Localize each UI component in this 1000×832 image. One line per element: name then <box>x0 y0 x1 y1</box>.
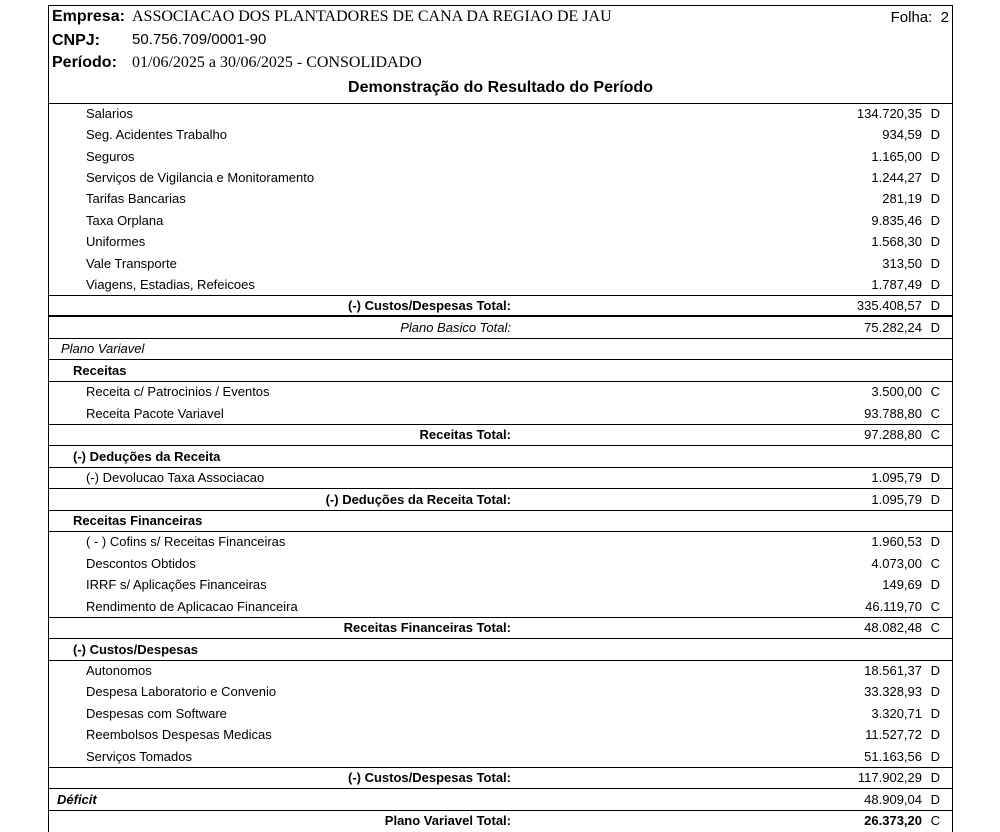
table-row <box>49 211 952 232</box>
row-dc: D <box>930 770 940 785</box>
row-amount: 3.500,00 <box>871 384 922 399</box>
folha-value: 2 <box>940 9 949 26</box>
row-dc: C <box>930 556 940 571</box>
table-row <box>49 168 952 189</box>
subtotal-label: Receitas Financeiras Total: <box>343 620 511 635</box>
table-row <box>49 232 952 253</box>
table-row <box>49 747 952 768</box>
grand-total-label: Plano Variavel Total: <box>384 813 511 828</box>
subtotal-label: Receitas Total: <box>419 427 511 442</box>
report-page <box>48 5 953 832</box>
subtotal-amount: 1.095,79 <box>871 492 922 507</box>
row-amount: 149,69 <box>882 577 922 592</box>
row-label: Uniformes <box>86 234 146 249</box>
row-dc: D <box>930 749 940 764</box>
table-row <box>49 382 952 403</box>
row-dc: D <box>930 213 940 228</box>
periodo-label: Período: <box>52 54 117 71</box>
subtotal-row <box>49 618 952 639</box>
folha-indicator <box>891 9 949 26</box>
subtotal-label: (-) Deduções da Receita Total: <box>325 492 511 507</box>
group-header <box>49 640 952 661</box>
row-amount: 4.073,00 <box>871 556 922 571</box>
row-amount: 1.095,79 <box>871 470 922 485</box>
row-label: Rendimento de Aplicacao Financeira <box>86 599 298 614</box>
empresa-value: ASSOCIACAO DOS PLANTADORES DE CANA DA REGIAO DE JAU <box>132 8 612 25</box>
table-row <box>49 275 952 296</box>
subtotal-row <box>49 296 952 317</box>
row-label: Vale Transporte <box>86 256 177 271</box>
group-header <box>49 361 952 382</box>
section-label: Plano Variavel <box>61 341 145 356</box>
row-dc: C <box>930 599 940 614</box>
table-row <box>49 104 952 125</box>
table-row <box>49 147 952 168</box>
deficit-label: Déficit <box>57 792 97 807</box>
row-dc: D <box>930 320 940 335</box>
table-row <box>49 704 952 725</box>
cnpj-label: CNPJ: <box>52 32 101 49</box>
row-label: Receita Pacote Variavel <box>86 406 224 421</box>
report-title: Demonstração do Resultado do Período <box>348 79 653 96</box>
row-dc: D <box>930 191 940 206</box>
row-dc: C <box>930 620 940 635</box>
row-dc: D <box>930 127 940 142</box>
row-dc: D <box>930 234 940 249</box>
table-row <box>49 254 952 275</box>
table-row <box>49 468 952 489</box>
row-amount: 1.960,53 <box>871 534 922 549</box>
row-label: Seg. Acidentes Trabalho <box>86 127 227 142</box>
total-label: Plano Basico Total: <box>400 320 511 335</box>
subtotal-amount: 48.082,48 <box>864 620 922 635</box>
group-label: (-) Deduções da Receita <box>73 449 221 464</box>
table-row <box>49 532 952 553</box>
row-amount: 3.320,71 <box>871 706 922 721</box>
table-row <box>49 554 952 575</box>
group-label: Receitas <box>73 363 127 378</box>
row-dc: D <box>930 106 940 121</box>
row-amount: 1.787,49 <box>871 277 922 292</box>
row-label: Despesas com Software <box>86 706 227 721</box>
deficit-amount: 48.909,04 <box>864 792 922 807</box>
row-dc: C <box>930 427 940 442</box>
row-label: Salarios <box>86 106 133 121</box>
row-amount: 281,19 <box>882 191 922 206</box>
row-dc: D <box>930 534 940 549</box>
row-amount: 51.163,56 <box>864 749 922 764</box>
row-amount: 1.165,00 <box>871 149 922 164</box>
table-row <box>49 682 952 703</box>
row-label: Receita c/ Patrocinios / Eventos <box>86 384 270 399</box>
row-label: Tarifas Bancarias <box>86 191 186 206</box>
row-amount: 9.835,46 <box>871 213 922 228</box>
table-row <box>49 189 952 210</box>
row-dc: D <box>930 684 940 699</box>
row-label: Reembolsos Despesas Medicas <box>86 727 272 742</box>
row-dc: C <box>930 813 940 828</box>
grand-total-row <box>49 811 952 832</box>
deficit-row <box>49 790 952 811</box>
subtotal-amount: 97.288,80 <box>864 427 922 442</box>
row-label: Serviços Tomados <box>86 749 192 764</box>
cnpj-value: 50.756.709/0001-90 <box>132 31 267 48</box>
row-amount: 134.720,35 <box>856 106 922 121</box>
row-dc: D <box>930 492 940 507</box>
row-dc: D <box>930 170 940 185</box>
subtotal-amount: 335.408,57 <box>856 298 922 313</box>
row-dc: D <box>930 470 940 485</box>
total-amount: 75.282,24 <box>864 320 922 335</box>
row-amount: 1.244,27 <box>871 170 922 185</box>
periodo-value: 01/06/2025 a 30/06/2025 - CONSOLIDADO <box>132 54 422 71</box>
table-row <box>49 725 952 746</box>
subtotal-row <box>49 490 952 511</box>
folha-label: Folha: <box>890 9 933 26</box>
table-row <box>49 125 952 146</box>
row-dc: D <box>930 706 940 721</box>
group-header <box>49 447 952 468</box>
subtotal-row <box>49 425 952 446</box>
subtotal-label: (-) Custos/Despesas Total: <box>347 770 511 785</box>
row-label: (-) Devolucao Taxa Associacao <box>86 470 265 485</box>
group-label: (-) Custos/Despesas <box>73 642 198 657</box>
grand-total-amount: 26.373,20 <box>864 813 922 828</box>
row-dc: D <box>930 256 940 271</box>
row-label: ( - ) Cofins s/ Receitas Financeiras <box>86 534 286 549</box>
subtotal-amount: 117.902,29 <box>857 770 922 785</box>
row-amount: 33.328,93 <box>864 684 922 699</box>
row-label: Serviços de Vigilancia e Monitoramento <box>86 170 315 185</box>
empresa-label: Empresa: <box>52 8 125 25</box>
table-row <box>49 404 952 425</box>
group-header <box>49 511 952 532</box>
table-row <box>49 661 952 682</box>
row-label: IRRF s/ Aplicações Financeiras <box>86 577 267 592</box>
subtotal-row <box>49 768 952 789</box>
row-dc: C <box>930 384 940 399</box>
subtotal-label: (-) Custos/Despesas Total: <box>347 298 511 313</box>
total-row <box>49 318 952 339</box>
table-row <box>49 597 952 618</box>
row-label: Descontos Obtidos <box>86 556 196 571</box>
row-dc: D <box>930 727 940 742</box>
row-dc: D <box>930 577 940 592</box>
row-dc: D <box>930 792 940 807</box>
row-dc: C <box>930 406 940 421</box>
table-row <box>49 575 952 596</box>
group-label: Receitas Financeiras <box>73 513 203 528</box>
row-label: Taxa Orplana <box>86 213 164 228</box>
row-dc: D <box>930 149 940 164</box>
row-amount: 46.119,70 <box>865 599 922 614</box>
row-dc: D <box>930 277 940 292</box>
row-dc: D <box>930 663 940 678</box>
row-amount: 313,50 <box>882 256 922 271</box>
row-label: Despesa Laboratorio e Convenio <box>86 684 277 699</box>
row-dc: D <box>930 298 940 313</box>
row-label: Autonomos <box>86 663 152 678</box>
row-label: Seguros <box>86 149 135 164</box>
section-header <box>49 339 952 360</box>
row-amount: 1.568,30 <box>871 234 922 249</box>
row-amount: 934,59 <box>882 127 922 142</box>
row-label: Viagens, Estadias, Refeicoes <box>86 277 255 292</box>
row-amount: 11.527,72 <box>865 727 922 742</box>
row-amount: 93.788,80 <box>864 406 922 421</box>
row-amount: 18.561,37 <box>864 663 922 678</box>
